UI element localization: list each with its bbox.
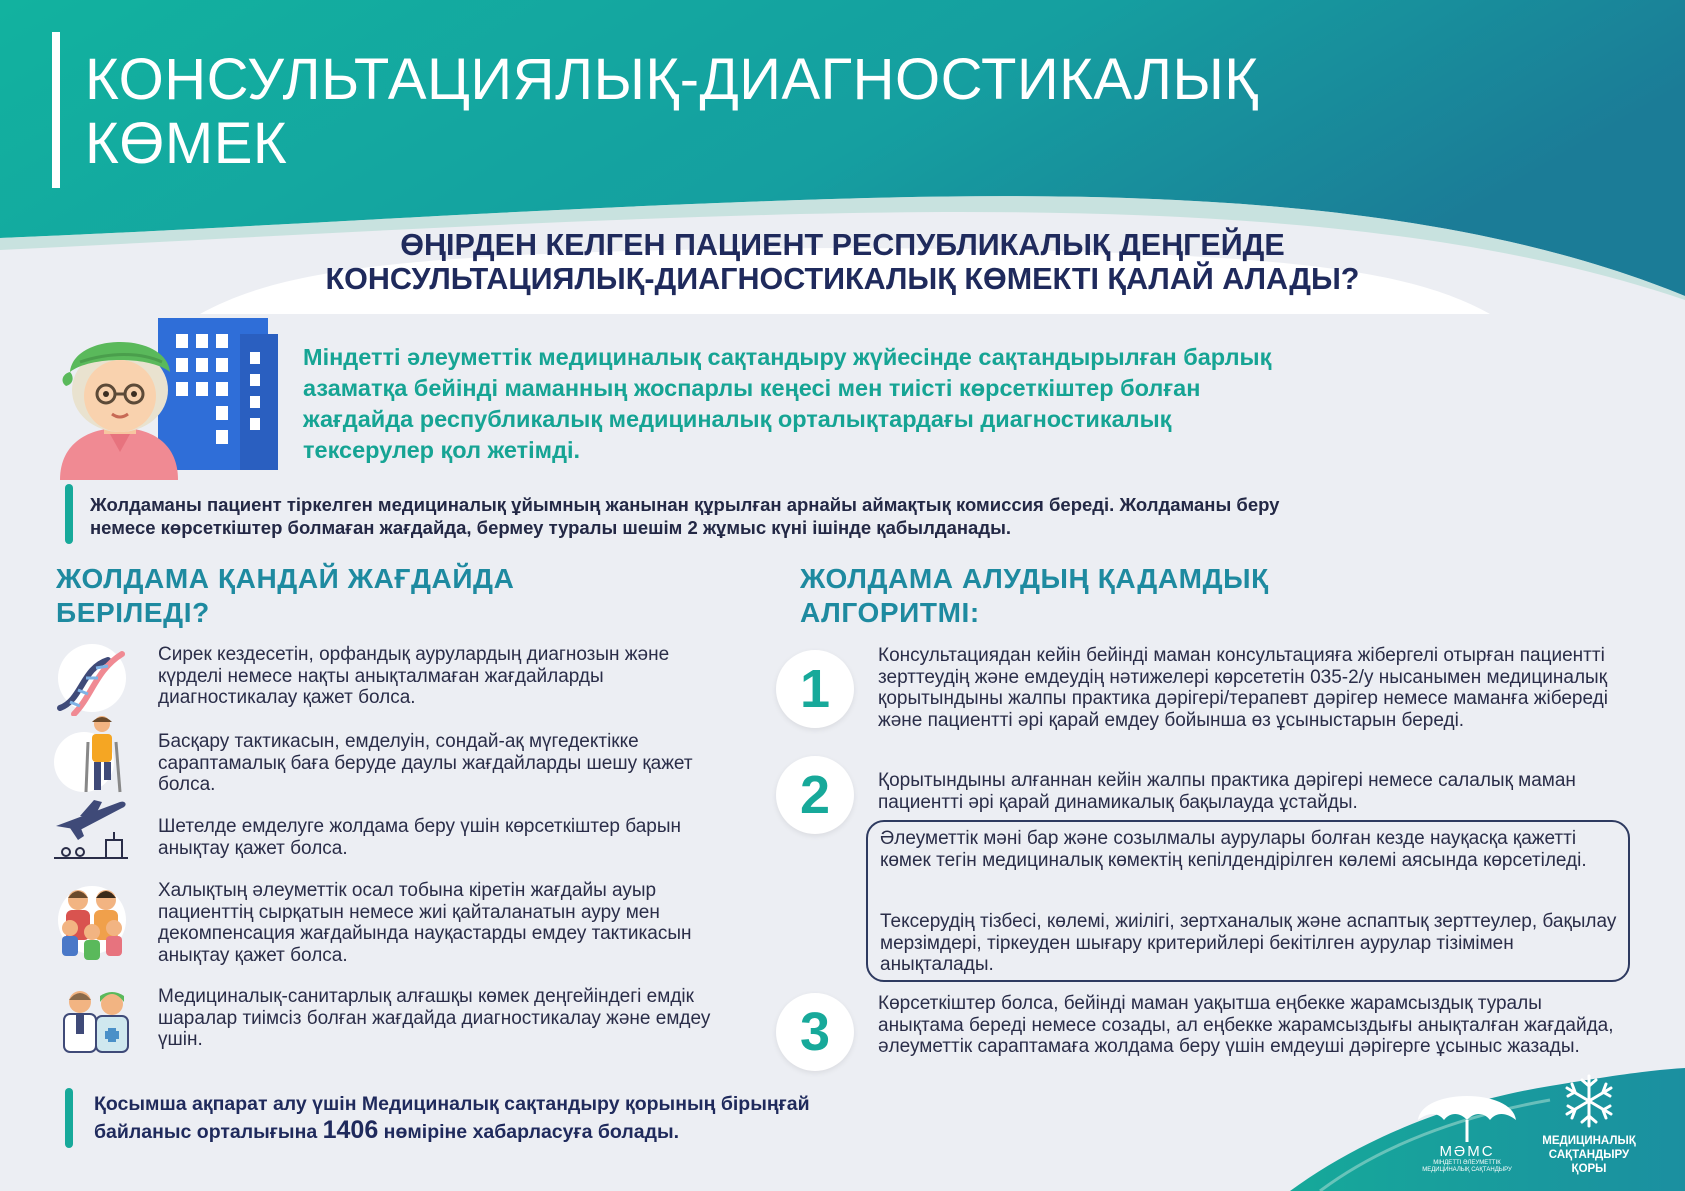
intro-line4: тексерулер қол жетімді. bbox=[303, 437, 581, 463]
subtitle-line2: КОНСУЛЬТАЦИЯЛЫҚ-ДИАГНОСТИКАЛЫҚ КӨМЕКТІ ҚАЛАЙ АЛАДЫ? bbox=[325, 262, 1360, 296]
right-section-heading bbox=[800, 562, 1400, 630]
fund-line3: ҚОРЫ bbox=[1571, 1163, 1607, 1175]
page-title bbox=[85, 48, 1385, 176]
footer-accent-bar bbox=[65, 1088, 73, 1148]
right-heading-line1: ЖОЛДАМА АЛУДЫҢ ҚАДАМДЫҚ bbox=[800, 563, 1269, 594]
left-heading-line1: ЖОЛДАМА ҚАНДАЙ ЖАҒДАЙДА bbox=[56, 563, 515, 594]
intro-text bbox=[303, 342, 1453, 466]
footer-line1: Қосымша ақпарат алу үшін Медициналық сақтандыру қорының бірыңғай bbox=[94, 1093, 810, 1115]
intro-line2: азаматқа бейінді маманның жоспарлы кеңесі мен тиісті көрсеткіштер болған bbox=[303, 375, 1201, 401]
hotline-number: 1406 bbox=[322, 1116, 379, 1144]
mams-logo-caption bbox=[1408, 1160, 1526, 1174]
mams-caption-line1: МІНДЕТТІ ӘЛЕУМЕТТІК bbox=[1433, 1160, 1501, 1166]
page-title-line1: КОНСУЛЬТАЦИЯЛЫҚ-ДИАГНОСТИКАЛЫҚ bbox=[85, 47, 1259, 112]
list-item-text: Шетелде емделуге жолдама беру үшін көрсеткіштер барын анықтау қажет болса. bbox=[158, 816, 681, 859]
page-title-line2: КӨМЕК bbox=[85, 111, 288, 176]
list-item-text: Сирек кездесетін, орфандық аурулардың диагнозын және күрделі немесе нақты анықталмаған жағдайларды диагностикалау қажет болса. bbox=[158, 644, 670, 708]
fund-logo-text bbox=[1530, 1134, 1648, 1176]
note-line1: Жолдаманы пациент тіркелген медициналық ұйымның жанынан құрылған арнайы аймақтық комиссия береді. Жолдаманы беру bbox=[90, 494, 1280, 515]
mams-logo-name: МӘМС bbox=[1439, 1143, 1495, 1160]
disabled-person-icon bbox=[52, 712, 128, 796]
mams-caption-line2: МЕДИЦИНАЛЫҚ САҚТАНДЫРУ bbox=[1422, 1167, 1512, 1173]
step-number-3: 3 bbox=[776, 993, 854, 1071]
list-item-text: Халықтың әлеуметтік осал тобына кіретін жағдайы ауыр пациенттің сырқатын немесе жиі қайталанатын ауру мен декомпенсация жағдайында науқастарды емдеу тактикасын анықтау қажет болса. bbox=[158, 880, 692, 966]
left-section-heading bbox=[56, 562, 656, 630]
right-heading-line2: АЛГОРИТМІ: bbox=[800, 597, 980, 628]
elderly-patient-hospital-illustration bbox=[50, 312, 290, 480]
info-box-paragraph-1: Әлеуметтік мәні бар және созылмалы аурулары болған кезде науқасқа қажетті көмек тегін медициналық көмектің кепілдендірілген көлемі аясында көрсетіледі. bbox=[880, 828, 1587, 871]
list-item-text: Басқару тактикасын, емделуін, сондай-ақ мүгедектікке сараптамалық баға беруде даулы жағдайларды шешу қажет болса. bbox=[158, 731, 693, 795]
step-1-text: Консультациядан кейін бейінді маман консультацияға жібергелі отырған пациентті зерттеудің және емдеудің нәтижелері көрсететін 035-2/у нысанымен медициналық қорытындыны жалпы практика дәрігері/терапевт дәрігер немесе маманға жібереді және пациентті әрі қарай емдеу бойынша өз ұсыныстарын береді. bbox=[878, 645, 1608, 731]
footer-line2-post: нөміріне хабарласуға болады. bbox=[378, 1121, 680, 1143]
list-item bbox=[56, 984, 136, 1059]
list-item bbox=[52, 712, 128, 801]
intro-line1: Міндетті әлеуметтік медициналық сақтандыру жүйесінде сақтандырылған барлық bbox=[303, 344, 1272, 370]
list-item-text: Медициналық-санитарлық алғашқы көмек деңгейіндегі емдік шаралар тиімсіз болған жағдайда диагностикалау және емдеу үшін. bbox=[158, 986, 711, 1050]
footer-line2-pre: байланыс орталығына bbox=[94, 1121, 323, 1143]
step-number-1: 1 bbox=[776, 650, 854, 728]
info-box-paragraph-2: Тексерудің тізбесі, көлемі, жиілігі, зертханалық және аспаптық зерттеулер, бақылау мерзімдері, тіркеуден шығару критерийлері бекітілген аурулар тізімімен анықталады. bbox=[880, 911, 1617, 975]
step-3-text: Көрсеткіштер болса, бейінді маман уақытша еңбекке жарамсыздық туралы анықтама береді немесе созады, ал еңбекке жарамсыздығы анықталған жағдайда, әлеуметтік сараптамаға жолдама беру үшін емдеуші дәрігерге ұсыныс жазады. bbox=[878, 993, 1614, 1057]
step-2-text: Қорытындыны алғаннан кейін жалпы практика дәрігері немесе салалық маман пациентті әрі қарай динамикалық бақылауда ұстайды. bbox=[878, 770, 1576, 813]
note-accent-bar bbox=[65, 484, 73, 544]
referral-note bbox=[90, 494, 1530, 539]
left-heading-line2: БЕРІЛЕДІ? bbox=[56, 597, 210, 628]
step-number-2: 2 bbox=[776, 756, 854, 834]
list-item bbox=[50, 796, 130, 867]
list-item bbox=[52, 880, 136, 969]
subtitle-line1: ӨҢІРДЕН КЕЛГЕН ПАЦИЕНТ РЕСПУБЛИКАЛЫҚ ДЕҢГЕЙДЕ bbox=[400, 228, 1285, 262]
footer-line2 bbox=[94, 1117, 914, 1145]
dna-icon bbox=[52, 640, 128, 716]
list-item bbox=[52, 640, 128, 721]
title-accent-bar bbox=[52, 32, 60, 188]
snowflake-fund-logo bbox=[1560, 1072, 1618, 1130]
subtitle bbox=[140, 228, 1545, 296]
mams-umbrella-logo bbox=[1412, 1076, 1522, 1146]
airplane-icon bbox=[50, 796, 130, 862]
note-line2: немесе көрсеткіштер болмаған жағдайда, бермеу туралы шешім 2 жұмыс күні ішінде қабылданады. bbox=[90, 516, 1012, 538]
fund-line1: МЕДИЦИНАЛЫҚ bbox=[1542, 1135, 1636, 1147]
footer-contact bbox=[94, 1091, 914, 1145]
fund-line2: САҚТАНДЫРУ bbox=[1548, 1149, 1630, 1161]
intro-line3: жағдайда республикалық медициналық орталықтардағы диагностикалық bbox=[303, 406, 1172, 432]
doctors-icon bbox=[56, 984, 136, 1054]
family-icon bbox=[52, 880, 136, 964]
